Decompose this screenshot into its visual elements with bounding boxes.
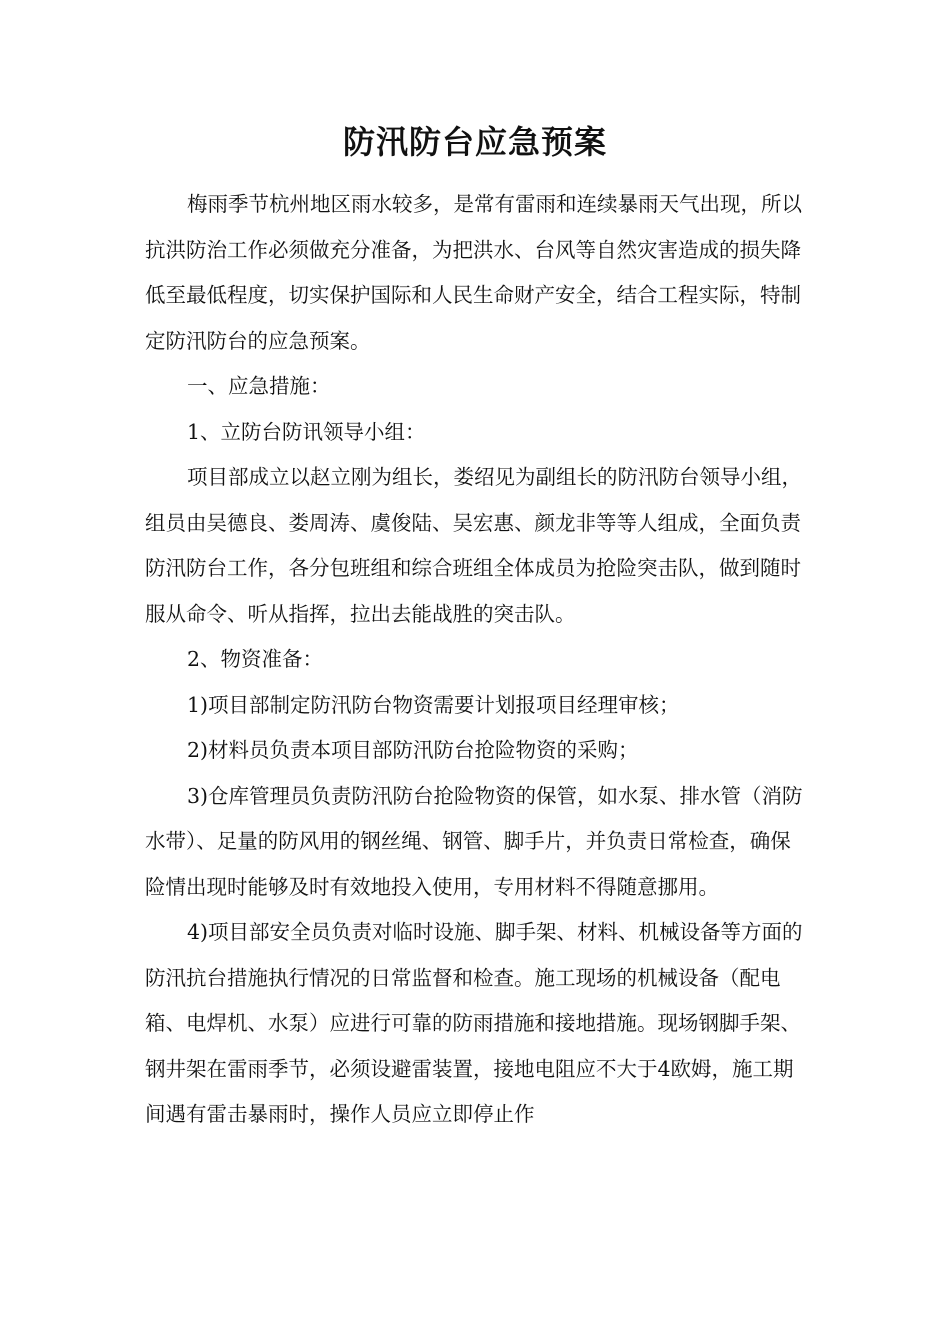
list-item-4: 4)项目部安全员负责对临时设施、脚手架、材料、机械设备等方面的防汛抗台措施执行情况的日常监督和检查。施工现场的机械设备（配电箱、电焊机、水泵）应进行可靠的防雨措施和接地措施。现场钢脚手架、钢井架在雷雨季节，必须设避雷装置，接地电阻应不大于4欧姆，施工期间遇有雷击暴雨时，操作人员应立即停止作: [145, 920, 803, 1126]
intro-paragraph: 梅雨季节杭州地区雨水较多，是常有雷雨和连续暴雨天气出现，所以抗洪防治工作必须做充分准备，为把洪水、台风等自然灾害造成的损失降低至最低程度，切实保护国际和人民生命财产安全，结合工程实际，特制定防汛防台的应急预案。: [145, 192, 802, 353]
leadership-group-paragraph: 项目部成立以赵立刚为组长，娄绍见为副组长的防汛防台领导小组，组员由吴德良、娄周涛、虞俊陆、吴宏惠、颜龙非等等人组成，全面负责防汛防台工作，各分包班组和综合班组全体成员为抢险突击队，做到随时服从命令、听从指挥，拉出去能战胜的突击队。: [145, 465, 802, 626]
list-item-3: 3)仓库管理员负责防汛防台抢险物资的保管，如水泵、排水管（消防水带）、足量的防风用的钢丝绳、钢管、脚手片，并负责日常检查，确保险情出现时能够及时有效地投入使用，专用材料不得随意挪用。: [145, 783, 803, 899]
section-heading-emergency-measures: 一、应急措施：: [187, 374, 331, 398]
subsection-heading-material-preparation: 2、物资准备：: [187, 647, 324, 671]
subsection-heading-leadership-group: 1、立防台防讯领导小组：: [187, 419, 426, 444]
document-body: [145, 182, 805, 1138]
document-title: 防汛防台应急预案: [342, 123, 607, 161]
list-item-2: 2)材料员负责本项目部防汛防台抢险物资的采购；: [187, 738, 639, 762]
list-item-1: 1)项目部制定防汛防台物资需要计划报项目经理审核；: [187, 692, 680, 717]
